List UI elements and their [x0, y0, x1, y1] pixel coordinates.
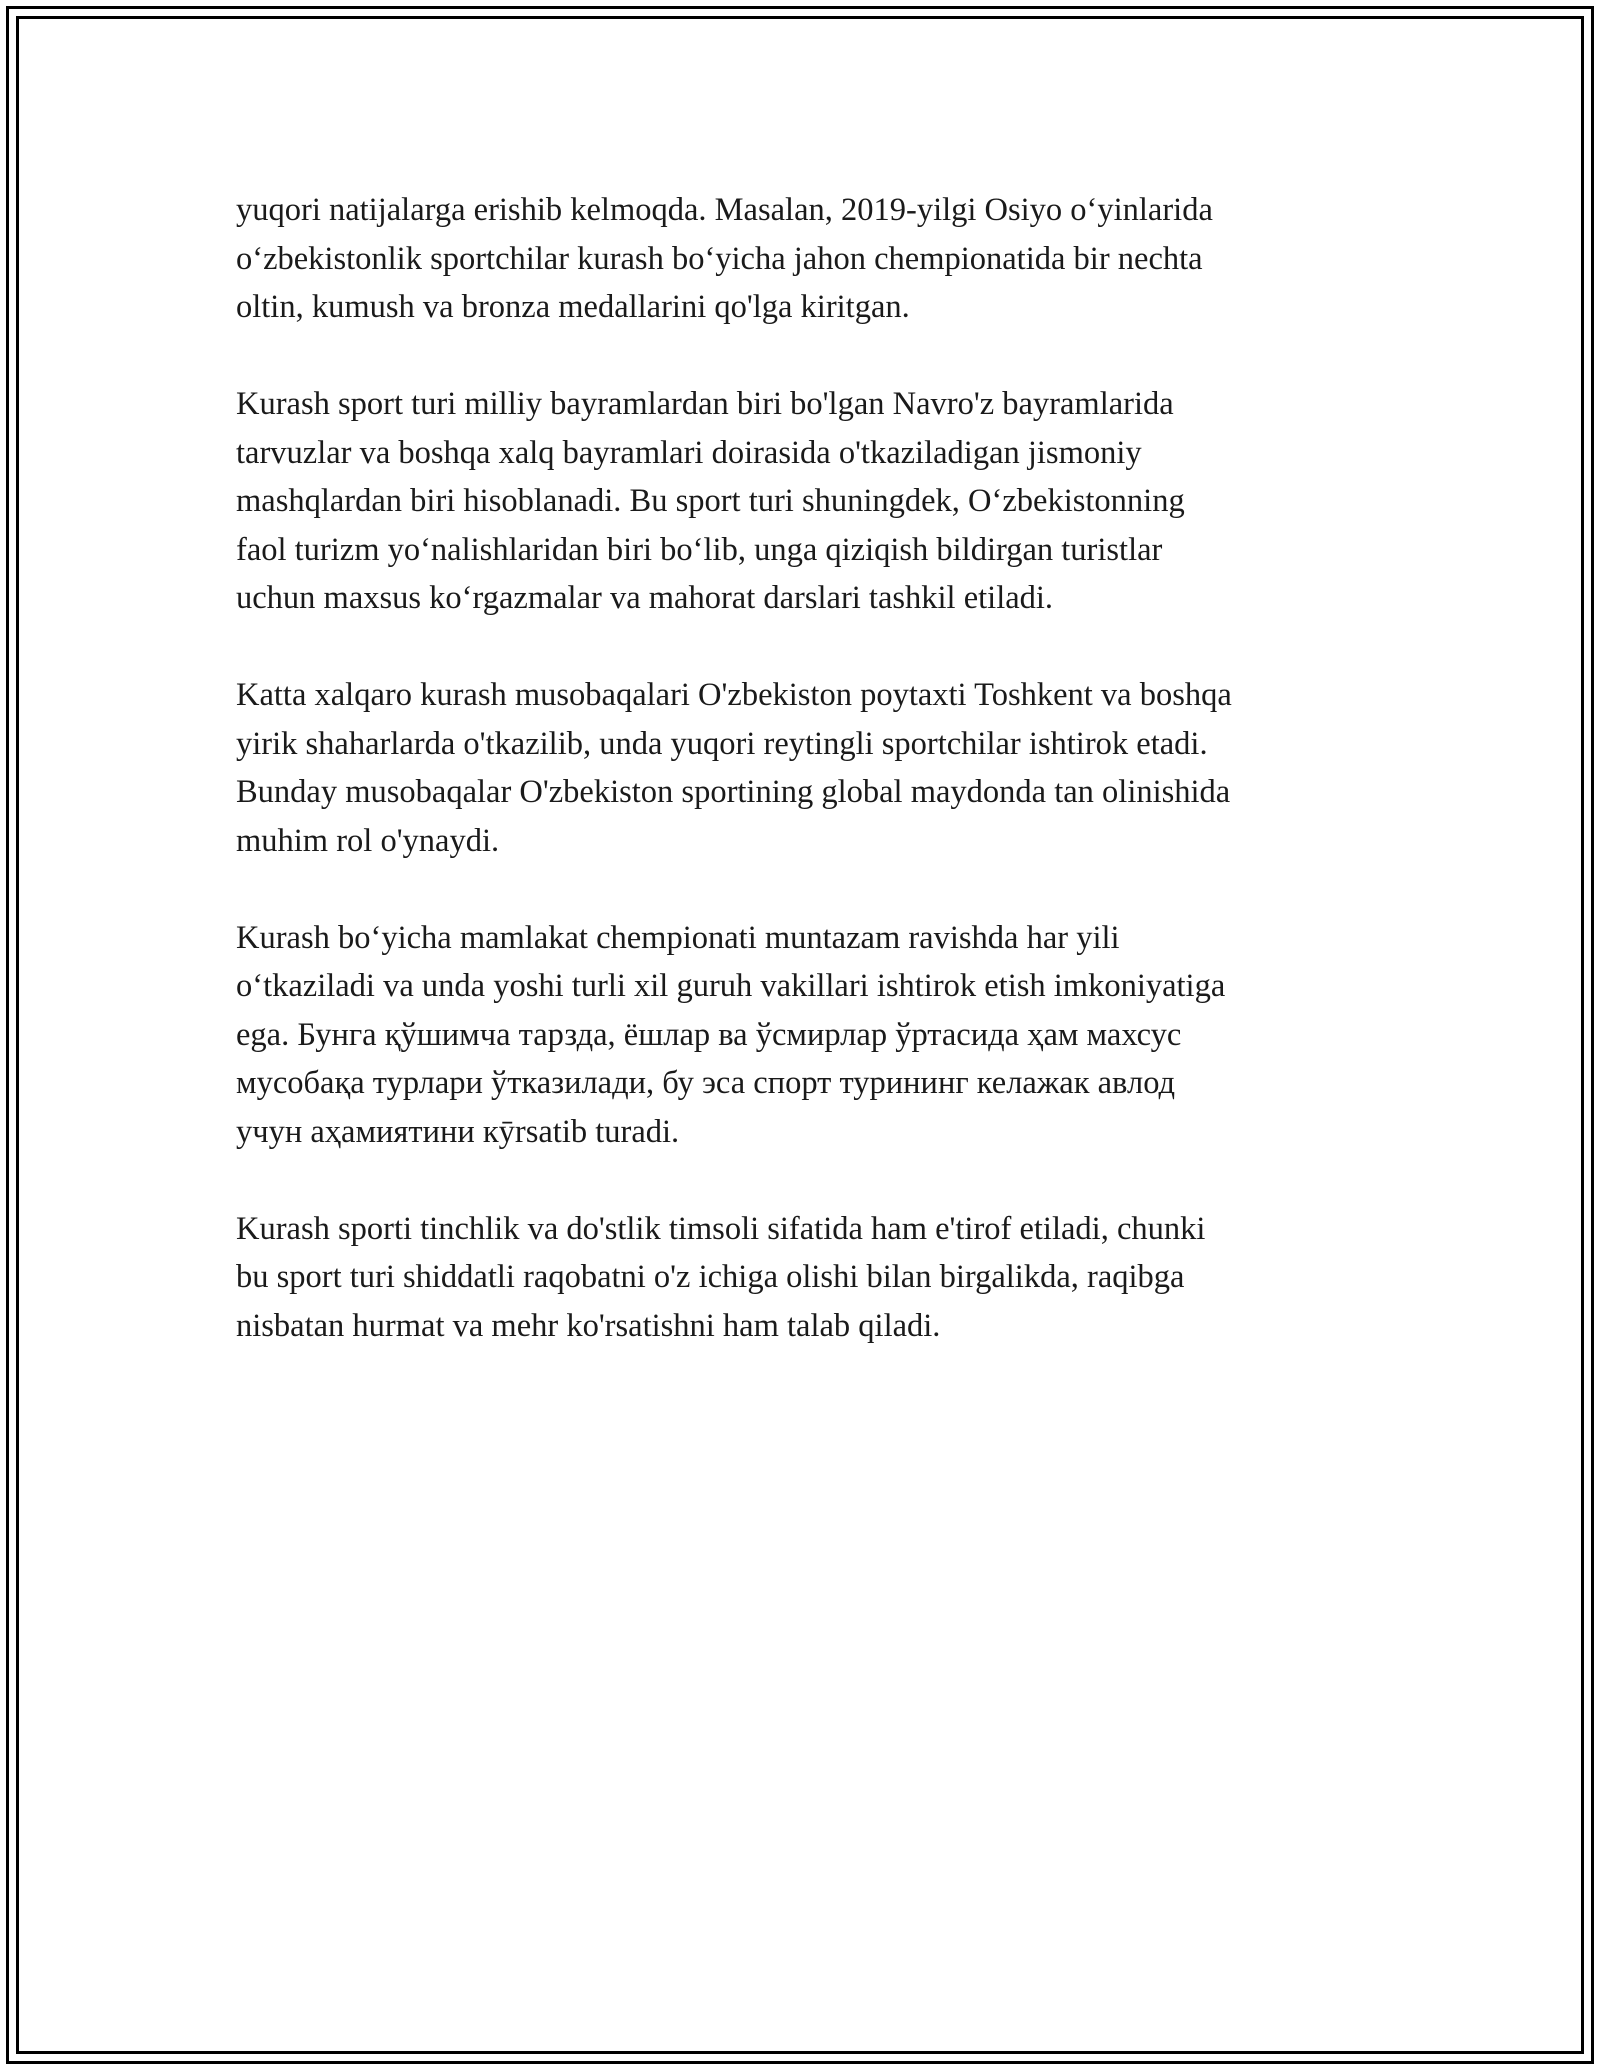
text-line: ega. Бунга қўшимча тарзда, ёшлар ва ўсмирлар ўртасида ҳам махсус: [236, 1016, 1182, 1053]
paragraph-medal-results: [236, 186, 1366, 332]
text-line: Kurash bo‘yicha mamlakat chempionati muntazam ravishda har yili: [236, 919, 1120, 956]
text-line: мусобақа турлари ўтказилади, бу эса спорт турининг келажак авлод: [236, 1065, 1176, 1101]
text-line: o‘zbekistonlik sportchilar kurash bo‘yicha jahon chempionatida bir nechta: [236, 240, 1203, 277]
paragraph-national-championship: [236, 914, 1366, 1157]
text-line: faol turizm yo‘nalishlaridan biri bo‘lib, unga qiziqish bildirgan turistlar: [236, 531, 1163, 568]
paragraph-peace-friendship: [236, 1205, 1366, 1351]
paragraph-international-competitions: [236, 671, 1366, 865]
text-line: nisbatan hurmat va mehr ko'rsatishni ham talab qiladi.: [236, 1307, 941, 1344]
text-line: mashqlardan biri hisoblanadi. Bu sport turi shuningdek, O‘zbekistonning: [236, 483, 1185, 519]
text-line: Bunday musobaqalar O'zbekiston sportining global maydonda tan olinishida: [236, 774, 1231, 810]
text-line: oltin, kumush va bronza medallarini qo'lga kiritgan.: [236, 289, 910, 325]
text-line: bu sport turi shiddatli raqobatni o'z ichiga olishi bilan birgalikda, raqibga: [236, 1259, 1185, 1295]
text-line: muhim rol o'ynaydi.: [236, 822, 500, 859]
document-body: [236, 186, 1366, 1350]
text-line: uchun maxsus ko‘rgazmalar va mahorat darslari tashkil etiladi.: [236, 580, 1054, 616]
text-line: Katta xalqaro kurash musobaqalari O'zbekiston poytaxti Toshkent va boshqa: [236, 677, 1232, 713]
text-line: tarvuzlar va boshqa xalq bayramlari doirasida o'tkaziladigan jismoniy: [236, 434, 1142, 471]
text-line: Kurash sporti tinchlik va do'stlik timsoli sifatida ham e'tirof etiladi, chunki: [236, 1210, 1206, 1247]
text-line: Kurash sport turi milliy bayramlardan biri bo'lgan Navro'z bayramlarida: [236, 386, 1174, 422]
paragraph-navruz-tourism: [236, 380, 1366, 623]
text-line: yirik shaharlarda o'tkazilib, unda yuqori reytingli sportchilar ishtirok etadi.: [236, 725, 1208, 762]
text-line: учун аҳамиятини кӯrsatib turadi.: [236, 1113, 680, 1150]
text-line: o‘tkaziladi va unda yoshi turli xil guruh vakillari ishtirok etish imkoniyatiga: [236, 968, 1226, 1004]
text-line: yuqori natijalarga erishib kelmoqda. Masalan, 2019-yilgi Osiyo o‘yinlarida: [236, 192, 1213, 228]
